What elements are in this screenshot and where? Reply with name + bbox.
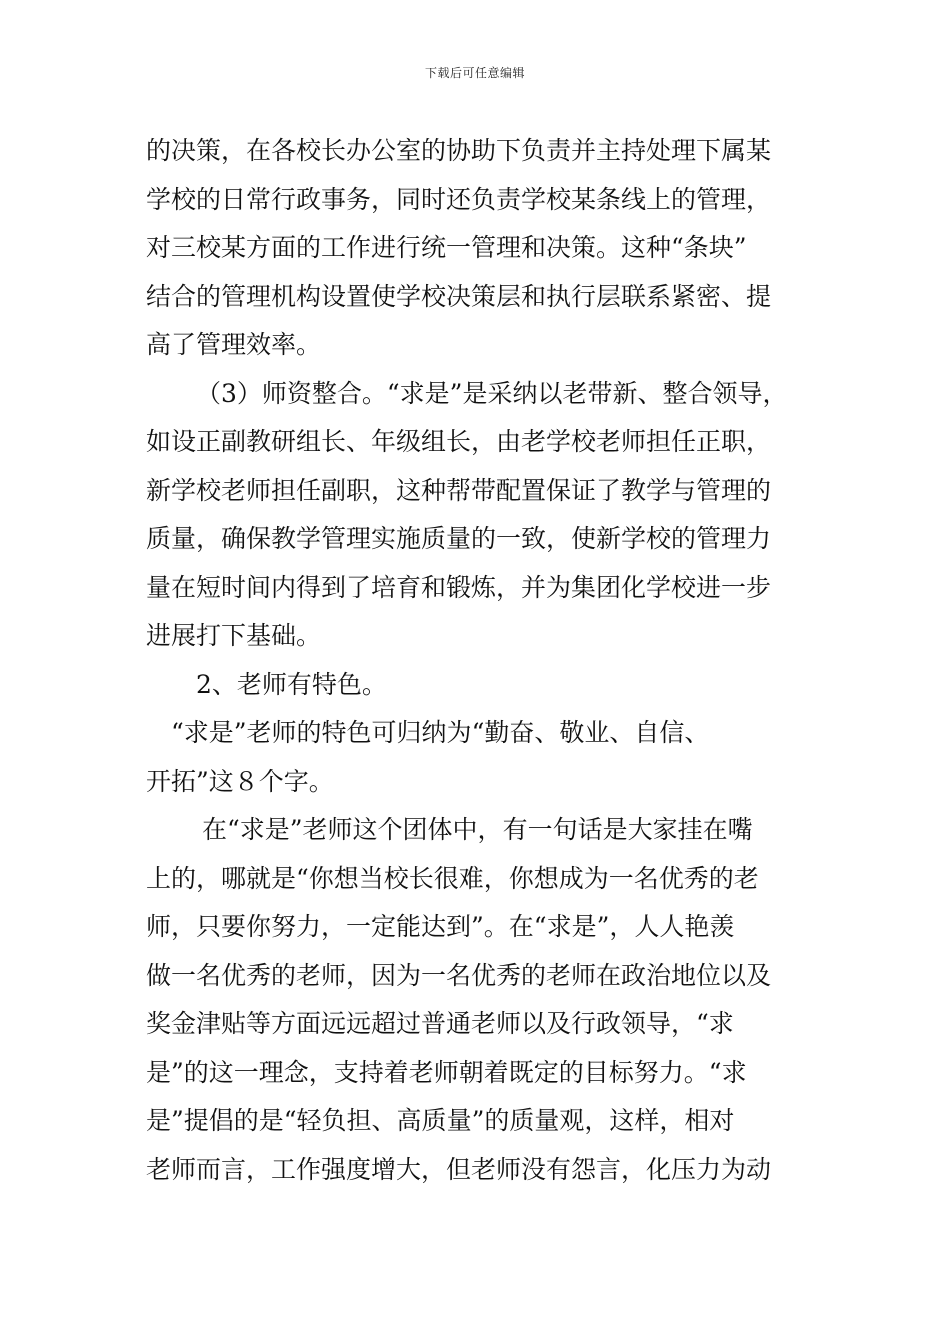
text-line: 上的，哪就是“你想当校长很难，你想成为一名优秀的老 [146,863,759,893]
text-line: 对三校某方面的工作进行统一管理和决策。这种“条块” [146,233,747,262]
text-line: 量在短时间内得到了培育和锻炼，并为集团化学校进一步 [146,572,772,602]
text-line: （3）师资整合。“求是”是采纳以老带新、整合领导， [196,378,788,408]
text-line: 在“求是”老师这个团体中，有一句话是大家挂在嘴 [202,815,753,844]
text-line: 做一名优秀的老师，因为一名优秀的老师在政治地位以及 [146,960,772,990]
text-line: 新学校老师担任副职，这种帮带配置保证了教学与管理的 [146,475,772,505]
text-line: 结合的管理机构设置使学校决策层和执行层联系紧密、提 [146,281,772,311]
text-line: 是”的这一理念，支持着老师朝着既定的目标努力。“求 [146,1057,747,1087]
text-line: 师，只要你努力，一定能达到”。在“求是”，人人艳羡 [146,912,735,941]
text-line: 是”提倡的是“轻负担、高质量”的质量观，这样，相对 [146,1106,735,1135]
text-line: 高了管理效率。 [146,330,322,359]
text-line: 老师而言，工作强度增大，但老师没有怨言，化压力为动 [146,1154,772,1184]
text-line: 进展打下基础。 [146,621,322,650]
text-line: 如设正副教研组长、年级组长，由老学校老师担任正职， [146,427,772,456]
text-line: 质量，确保教学管理实施质量的一致，使新学校的管理力 [146,524,772,553]
text-line: “求是”老师的特色可归纳为“勤奋、敬业、自信、 [171,718,710,747]
section-heading: 2、老师有特色。 [196,669,387,699]
text-line: 开拓”这８个字。 [146,766,334,796]
page-header: 下载后可任意编辑 [424,66,525,80]
text-line: 学校的日常行政事务，同时还负责学校某条线上的管理， [146,184,772,214]
document-body [146,127,816,1194]
text-line: 的决策，在各校长办公室的协助下负责并主持处理下属某 [146,136,772,165]
text-line: 奖金津贴等方面远远超过普通老师以及行政领导，“求 [146,1009,734,1038]
